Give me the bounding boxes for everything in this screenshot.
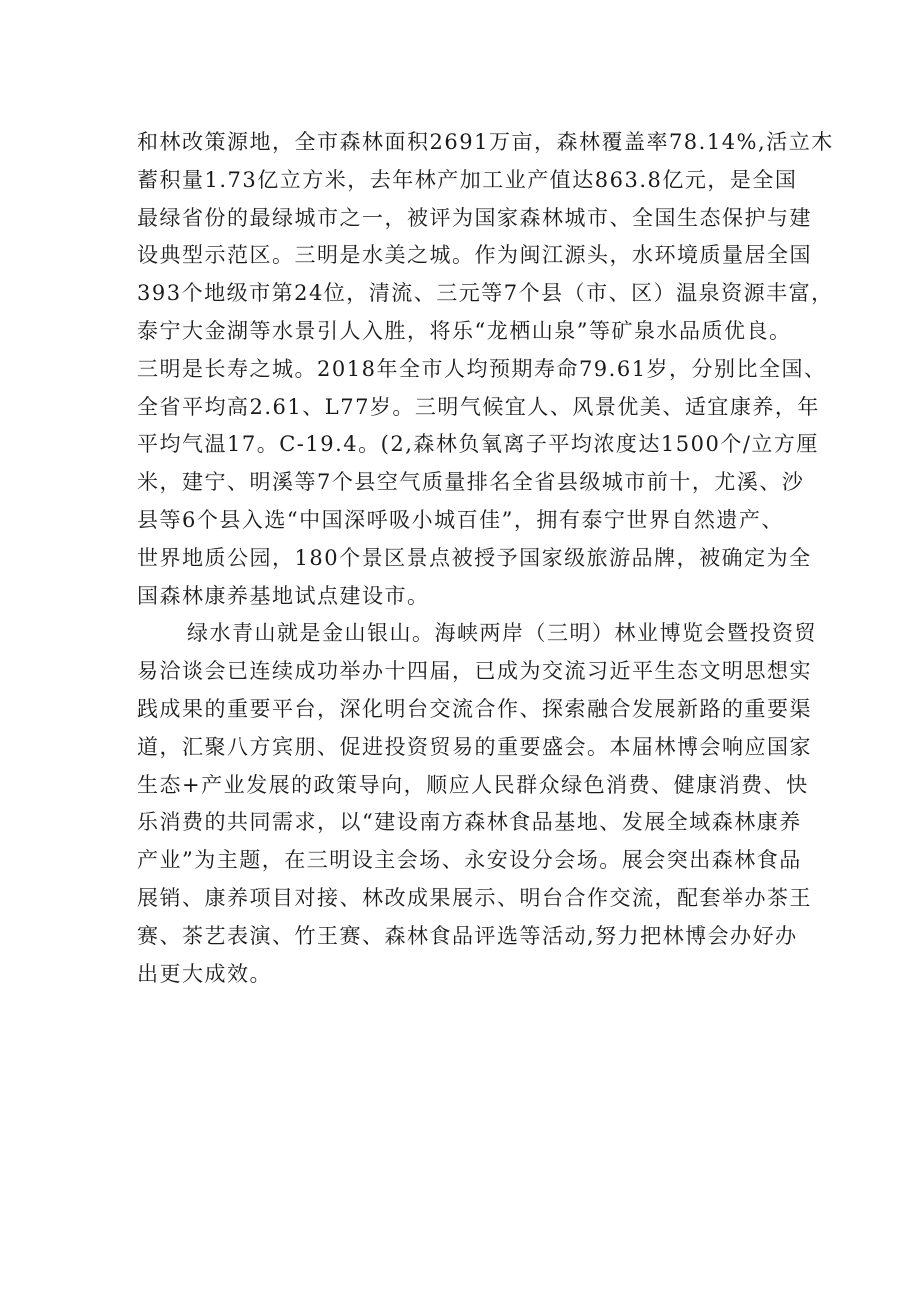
text-line: 赛、茶艺表演、竹王赛、森林食品评选等活动,努力把林博会办好办 bbox=[137, 923, 798, 948]
text-line: 设典型示范区。三明是水美之城。作为闽江源头，水环境质量居全国 bbox=[137, 243, 812, 268]
text-line: 平均气温17。C-19.4。(2,森林负氧离子平均浓度达1500个/立方厘 bbox=[137, 432, 819, 457]
text-line: 蓄积量1.73亿立方米，去年林产加工业产值达863.8亿元，是全国 bbox=[137, 167, 798, 192]
paragraph-1 bbox=[137, 124, 834, 615]
text-line: 道，汇聚八方宾朋、促进投资贸易的重要盛会。本届林博会响应国家 bbox=[137, 734, 812, 759]
paragraph-2 bbox=[137, 615, 817, 993]
text-line: 践成果的重要平台，深化明台交流合作、探索融合发展新路的重要渠 bbox=[137, 696, 812, 721]
text-line: 易洽谈会已连续成功举办十四届，已成为交流习近平生态文明思想实 bbox=[137, 659, 812, 684]
text-line: 世界地质公园，180个景区景点被授予国家级旅游品牌，被确定为全 bbox=[137, 545, 812, 570]
text-line: 全省平均高2.61、L77岁。三明气候宜人、风景优美、适宜康养，年 bbox=[137, 394, 820, 419]
text-line: 生态+产业发展的政策导向，顺应人民群众绿色消费、健康消费、快 bbox=[137, 772, 809, 797]
text-line: 393个地级市第24位，清流、三元等7个县（市、区）温泉资源丰富， bbox=[137, 281, 834, 306]
text-line: 和林改策源地，全市森林面积2691万亩，森林覆盖率78.14%,活立木 bbox=[137, 130, 834, 154]
text-line: 展销、康养项目对接、林改成果展示、明台合作交流，配套举办茶王 bbox=[137, 885, 812, 910]
text-line: 米，建宁、明溪等7个县空气质量排名全省县级城市前十，尤溪、沙 bbox=[137, 470, 805, 495]
text-line: 三明是长寿之城。2018年全市人均预期寿命79.61岁，分别比全国、 bbox=[137, 356, 827, 381]
document-body bbox=[137, 124, 834, 993]
text-line: 泰宁大金湖等水景引人入胜，将乐“龙栖山泉”等矿泉水品质优良。 bbox=[137, 318, 792, 343]
text-line: 县等6个县入选“中国深呼吸小城百佳”，拥有泰宁世界自然遗产、 bbox=[137, 507, 784, 532]
text-line: 最绿省份的最绿城市之一，被评为国家森林城市、全国生态保护与建 bbox=[137, 205, 812, 230]
text-line: 出更大成效。 bbox=[137, 961, 272, 986]
text-line: 乐消费的共同需求，以“建设南方森林食品基地、发展全域森林康养 bbox=[137, 810, 802, 835]
text-line: 国森林康养基地试点建设市。 bbox=[137, 583, 430, 608]
text-line: 绿水青山就是金山银山。海峡两岸（三明）林业博览会暨投资贸 bbox=[187, 621, 817, 646]
text-line: 产业”为主题，在三明设主会场、永安设分会场。展会突出森林食品 bbox=[137, 848, 802, 873]
